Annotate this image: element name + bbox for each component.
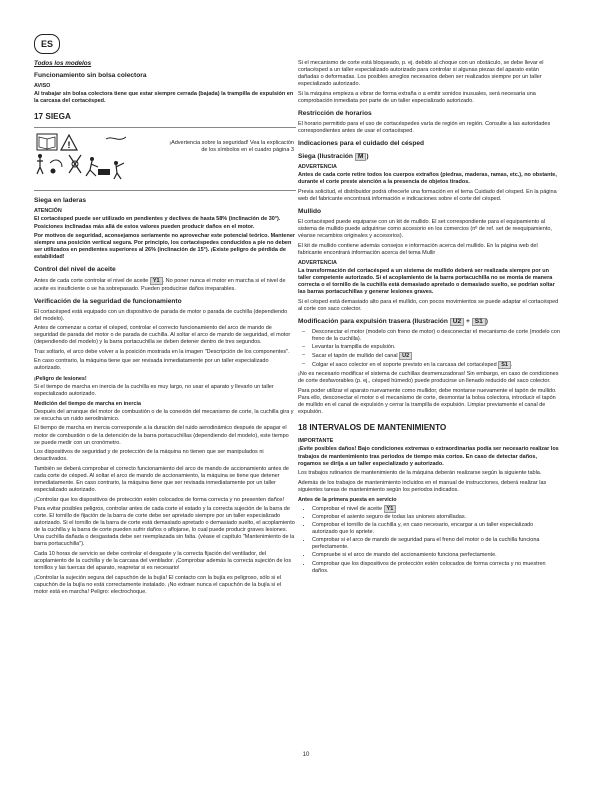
list-item: • Compruebe si el arco de mando del accionamiento funciona perfectamente. bbox=[312, 552, 560, 559]
list-item: – Desconectar el motor (modelo con freno de motor) o desconectar el mecanismo de corte (modelo con freno de la cuchilla). bbox=[312, 329, 560, 343]
rear-p2: Para poder utilizar el aparato nuevamente como mullidor, debe montarse nuevamente el tapón de mullido. Para ello, desconectar el motor o el mecanismo de corte, desmontar la bolsa colectora, introducir el tapón de mullido en el canal de expulsión y cerrar la trampilla de expulsión. Limpiar previamente el canal de expulsión. bbox=[298, 387, 557, 416]
heading-mowing: Siega (Ilustración M ) bbox=[298, 153, 369, 161]
safety-p3: Tras soltarlo, el arco debe volver a la posición mostrada en la imagen "Descripción de los componentes". bbox=[34, 348, 290, 355]
oil-text: Antes de cada corte controlar el nivel de aceite Y1 . No poner nunca el motor en marcha si el nivel de aceite es insuficiente o se ha sobrepasado. Pueden producirse daños irreparables. bbox=[34, 278, 286, 292]
slopes-text-1: El cortacésped puede ser utilizado en pendientes y declives de hasta 58% (inclinación de 30°). Posiciones inclinadas más allá de estos valores pueden producir daños en el motor. bbox=[34, 216, 281, 230]
list-item: • Comprobar el tornillo de la cuchilla y, en caso necesario, encargar a un taller especializado autorizado que lo apriete. bbox=[312, 522, 560, 536]
figure-ref-m: M bbox=[355, 153, 367, 161]
heading-maintenance: 18 INTERVALOS DE MANTENIMIENTO bbox=[298, 423, 447, 433]
safety-p4: En caso contrario, la máquina tiene que ser revisada inmediatamente por un taller especializado autorizado. bbox=[34, 358, 269, 372]
mowing-text: Previa solicitud, el distribuidor podrá ofrecerle una formación en el tema Cuidado del césped. En la página web del fabricante encontrará información e indicaciones sobre el corte del césped. bbox=[298, 188, 557, 202]
figure-ref-u2: U2 bbox=[450, 318, 464, 326]
safety-warning-box bbox=[34, 127, 296, 191]
slopes-text-2: Por motivos de seguridad, aconsejamos seriamente no aprovechar este potencial teórico. Mantener siempre una posición vertical segura. Por principio, los cortacéspedes conducidos a pie no deben ser utilizados en pendientes superiores al 26% (inclinación de 15°). ¡Existe peligro de pérdida de estabilidad! bbox=[34, 233, 296, 261]
check-p1: También se deberá comprobar el correcto funcionamiento del arco de mando de accionamiento antes de cada corte de césped. Al soltar el arco de mando de accionamiento, la máquina se tiene que detener inmediatamente. En caso contrario, la máquina tiene que ser revisada inmediatamente por un taller especializado autorizado. bbox=[34, 465, 289, 494]
maint-p2: Además de los trabajos de mantenimiento incluidos en el manual de instrucciones, deberá realizar las siguientes tareas de mantenimiento según los periodos indicados. bbox=[298, 479, 547, 493]
attention-label: ATENCIÓN bbox=[34, 208, 62, 215]
page-number: 10 bbox=[302, 752, 310, 758]
warning-box-text: ¡Advertencia sobre la seguridad! Vea la explicación de los símbolos en el cuadro página 3 bbox=[169, 140, 294, 154]
heading-no-bag: Funcionamiento sin bolsa colectora bbox=[34, 72, 147, 80]
mulch-p3: Si el césped está demasiado alto para el mullido, con pocos movimientos se puede adaptar el cortacésped al corte con saco colector. bbox=[298, 298, 559, 312]
warning2-text: La transformación del cortacésped a un sistema de mullido deberá ser realizada siempre por un taller competente autorizado. Si el acoplamiento de la barra portacuchilla no se monta de manera correcta o el tornillo de la cuchilla está demasiado apretado o demasiado suelto, se podrían soltar las barras portacuchillas y generar lesiones graves. bbox=[298, 267, 555, 296]
figure-ref-s1: S1 bbox=[498, 361, 511, 369]
vibration-text: Si la máquina empieza a vibrar de forma extraña o a emitir sonidos inusuales, será necesaria una comprobación inmediata por parte de un taller especializado autorizado. bbox=[298, 90, 536, 104]
left-column bbox=[34, 60, 296, 598]
maint-p1: Los trabajos rutinarios de mantenimiento de la máquina deberán realizarse según la siguiente tabla. bbox=[298, 470, 542, 477]
first-use-title: Antes de la primera puesta en servicio bbox=[298, 496, 397, 503]
list-item: • Comprobar el nivel de aceite Y1 bbox=[312, 505, 560, 513]
check-p5: ¡Controlar la sujeción segura del capuchón de la bujía! El contacto con la bujía es peligroso, sólo si el capuchón de la bujía no está correctamente instalado. ¡No extraer nunca el capuchón de la bujía si el motor está en marcha! Peligro: electrochoque. bbox=[34, 574, 282, 595]
inertia-p3: Los dispositivos de seguridad y de protección de la máquina no tienen que ser manipulados ni desactivados. bbox=[34, 449, 264, 463]
heading-lawn-care: Indicaciones para el cuidado del césped bbox=[298, 140, 425, 148]
inertia-p2: El tiempo de marcha en inercia corresponde a la duración del ruido aerodinámico después de apagar el motor de combustión o de la detención de la barra portacuchillas (dependiendo del modelo), este tiempo se puede medir con un cronómetro. bbox=[34, 425, 289, 446]
notice-label: AVISO bbox=[34, 83, 51, 90]
list-item: • Comprobar si el arco de mando de seguridad para el freno del motor o de la cuchilla funciona perfectamente. bbox=[312, 537, 560, 551]
safety-p1: El cortacésped está equipado con un dispositivo de parada de motor o parada de cuchilla (dependiendo del modelo). bbox=[34, 308, 288, 322]
list-item: – Levantar la trampilla de expulsión. bbox=[312, 344, 560, 351]
section-label-all-models: Todos los modelos bbox=[34, 60, 92, 67]
figure-ref-y1: Y1 bbox=[150, 277, 163, 285]
warning2-label: ADVERTENCIA bbox=[298, 259, 337, 266]
inertia-title: Medición del tiempo de marcha en inercia bbox=[34, 400, 141, 407]
rear-p1: ¡No es necesario modificar el sistema de cuchillas desmenuzadoras! Sin embargo, en caso de condiciones de corte desfavorables (p. ej., césped húmedo) puede producirse un llenado reducido del saco colector. bbox=[298, 371, 559, 385]
heading-siega: 17 SIEGA bbox=[34, 112, 71, 122]
blocked-text: Si el mecanismo de corte está bloqueado, p. ej. debido al choque con un obstáculo, se debe llevar el cortacésped a un taller especializado autorizado para controlar si algunas piezas del aparato están dañadas o deformadas. Los posibles arreglos necesarios deben ser realizados siempre por un taller especializado autorizado. bbox=[298, 60, 544, 88]
heading-safety-check: Verificación de la seguridad de funcionamiento bbox=[34, 297, 182, 305]
mulch-p2: El kit de mullido contiene además consejos e información acerca del mullido. En la página web del fabricante encontrará información acerca del tema Mullir bbox=[298, 242, 538, 256]
first-use-list bbox=[298, 505, 560, 575]
heading-slopes: Siega en laderas bbox=[34, 197, 87, 205]
figure-ref-y1: Y1 bbox=[384, 505, 397, 513]
heading-rear-discharge: Modificación para expulsión trasera (Ilustración U2 + S1 ) bbox=[298, 317, 488, 325]
check-p3: Para evitar posibles peligros, controlar antes de cada corte el estado y la correcta sujeción de la barra de corte. El tornillo de fijación de la barra de corte debe ser apretado siempre por un taller especializado autorizado. Si el tornillo de la barra de corte está demasiado apretado o demasiado suelto, el acoplamiento de la cuchilla y la barra de corte pueden sufrir daños o aflojarse, lo cual puede producir graves lesiones. Una cuchilla dañada o desgastada debe ser reemplazada sin falta. (véase el capítulo "Mantenimiento de la barra portacuchilla"). bbox=[34, 505, 295, 548]
list-item: • Comprobar que los dispositivos de protección estén colocados de forma correcta y no muestren daños. bbox=[312, 561, 560, 575]
list-item: • Comprobar el asiento seguro de todas las uniones atornilladas. bbox=[312, 514, 560, 521]
heading-oil: Control del nivel de aceite bbox=[34, 266, 116, 274]
rear-steps-list bbox=[298, 329, 560, 369]
injury-text: Si el tiempo de marcha en inercia de la cuchilla es muy largo, no usar el aparato y llevarlo un taller especializado autorizado. bbox=[34, 383, 274, 397]
important-text: ¡Evite posibles daños! Bajo condiciones extremas o extraordinarias podía ser necesario realizar los trabajos de mantenimiento tras periodos de tiempo más cortos. En caso de detectar daños, rogamos se dirija a un taller especializado y autorizado. bbox=[298, 446, 559, 467]
list-item: – Colgar el saco colector en el soporte previsto en la carcasa del cortacésped S1 . bbox=[312, 361, 560, 369]
warning-text: Antes de cada corte retire todos los cuerpos extraños (piedras, maderas, ramas, etc.), no obstante, durante el corte preste atención a la presencia de objetos tirados. bbox=[298, 172, 557, 186]
warning-label: ADVERTENCIA bbox=[298, 164, 337, 171]
list-item: – Sacar el tapón de mullido del canal U2 bbox=[312, 352, 560, 360]
check-p2: ¡Controlar que los dispositivos de protección estén colocados de forma correcta y no presenten daños! bbox=[34, 496, 285, 503]
figure-ref-u2: U2 bbox=[399, 352, 412, 360]
check-p4: Cada 10 horas de servicio se debe controlar el desgaste y la correcta fijación del ventilador, del acoplamiento de la cuchilla y de la carcasa del ventilador. ¡Comprobar además la correcta sujeción de los tornillos y las tuercas del aparato, reapretar si es necesario! bbox=[34, 550, 292, 572]
language-badge: ES bbox=[34, 34, 60, 54]
safety-symbols-icon bbox=[36, 133, 132, 183]
safety-p2: Antes de comenzar a cortar el césped, controlar el correcto funcionamiento del arco de mando de seguridad de parada del motor o de parada de cuchilla. Al soltar el arco de mando de seguridad, el motor (dependiendo del modelo) y la barra portacuchilla se deben detener dentro de tres segundos. bbox=[34, 325, 291, 346]
mulch-p1: El cortacésped puede equiparse con un kit de mullido. El set correspondiente para el equipamiento al sistema de mullido puede adquirirse como accesorio en los comercios (nº de ref. set de reequipamiento, véanse recambios originales y accesorios). bbox=[298, 219, 552, 240]
hours-text: El horario permitido para el uso de cortacéspedes varía de región en región. Consulte a las autoridades correspondientes antes de usar el cortacésped. bbox=[298, 120, 551, 135]
svg-text:!: ! bbox=[67, 140, 71, 151]
inertia-p1: Después del arranque del motor de combustión o de la conexión del mecanismo de corte, la cuchilla gira y se escucha un ruido aerodinámico. bbox=[34, 408, 294, 422]
heading-mulch: Mullido bbox=[298, 208, 322, 215]
important-label: IMPORTANTE bbox=[298, 438, 334, 445]
figure-ref-s1: S1 bbox=[472, 318, 486, 326]
injury-title: ¡Peligro de lesiones! bbox=[34, 375, 87, 382]
heading-hours: Restricción de horarios bbox=[298, 109, 372, 117]
notice-text: Al trabajar sin bolsa colectora tiene que estar siempre cerrada (bajada) la trampilla de expulsión en la carcasa del cortacésped. bbox=[34, 91, 294, 105]
right-column bbox=[298, 60, 560, 577]
